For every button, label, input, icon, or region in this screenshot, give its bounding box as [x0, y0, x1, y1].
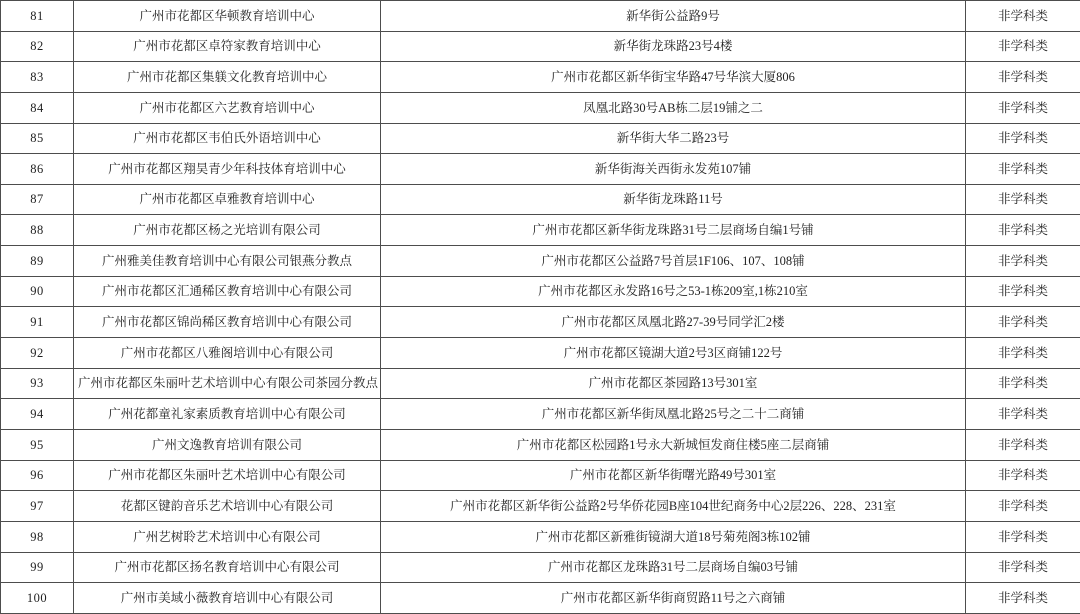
category-label: 非学科类: [966, 338, 1080, 369]
table-row: [1, 521, 1080, 552]
institution-name: 花都区键韵音乐艺术培训中心有限公司: [74, 491, 381, 522]
table-row: [1, 184, 1080, 215]
institution-name: 广州市花都区扬名教育培训中心有限公司: [74, 552, 381, 583]
category-label: 非学科类: [966, 1, 1080, 32]
institution-name: 广州市花都区卓雅教育培训中心: [74, 184, 381, 215]
institution-address: 广州市花都区新华街曙光路49号301室: [381, 460, 966, 491]
row-number: 95: [1, 429, 74, 460]
institution-name: 广州市美域小薇教育培训中心有限公司: [74, 583, 381, 614]
institution-name: 广州市花都区杨之光培训有限公司: [74, 215, 381, 246]
institution-name: 广州市花都区翔昊青少年科技体育培训中心: [74, 154, 381, 185]
table-row: [1, 552, 1080, 583]
institution-address: 广州市花都区龙珠路31号二层商场自编03号铺: [381, 552, 966, 583]
institution-name: 广州市花都区锦尚稀区教育培训中心有限公司: [74, 307, 381, 338]
category-label: 非学科类: [966, 429, 1080, 460]
table-row: [1, 399, 1080, 430]
institution-name: 广州市花都区八雅阁培训中心有限公司: [74, 338, 381, 369]
institution-name: 广州艺树聆艺术培训中心有限公司: [74, 521, 381, 552]
table-row: [1, 62, 1080, 93]
institution-address: 广州市花都区凤凰北路27-39号同学汇2楼: [381, 307, 966, 338]
category-label: 非学科类: [966, 583, 1080, 614]
row-number: 91: [1, 307, 74, 338]
row-number: 99: [1, 552, 74, 583]
table-row: [1, 429, 1080, 460]
institution-address: 广州市花都区茶园路13号301室: [381, 368, 966, 399]
table-row: [1, 92, 1080, 123]
institution-name: 广州雅美佳教育培训中心有限公司银燕分教点: [74, 246, 381, 277]
category-label: 非学科类: [966, 31, 1080, 62]
table-row: [1, 276, 1080, 307]
row-number: 92: [1, 338, 74, 369]
table-row: [1, 154, 1080, 185]
table-body: [1, 1, 1080, 614]
institution-name: 广州花都童礼家素质教育培训中心有限公司: [74, 399, 381, 430]
institution-name: 广州市花都区卓符家教育培训中心: [74, 31, 381, 62]
table-row: [1, 215, 1080, 246]
institution-address: 新华街海关西街永发苑107铺: [381, 154, 966, 185]
row-number: 96: [1, 460, 74, 491]
table-row: [1, 460, 1080, 491]
institution-name: 广州市花都区朱丽叶艺术培训中心有限公司: [74, 460, 381, 491]
institution-address: 广州市花都区新华街商贸路11号之六商铺: [381, 583, 966, 614]
table-row: [1, 246, 1080, 277]
institution-name: 广州市花都区朱丽叶艺术培训中心有限公司茶园分教点: [74, 368, 381, 399]
table-row: [1, 583, 1080, 614]
institution-name: 广州文逸教育培训有限公司: [74, 429, 381, 460]
category-label: 非学科类: [966, 399, 1080, 430]
row-number: 88: [1, 215, 74, 246]
row-number: 81: [1, 1, 74, 32]
institution-address: 广州市花都区镜湖大道2号3区商铺122号: [381, 338, 966, 369]
institution-address: 广州市花都区永发路16号之53-1栋209室,1栋210室: [381, 276, 966, 307]
institution-address: 新华街大华二路23号: [381, 123, 966, 154]
category-label: 非学科类: [966, 521, 1080, 552]
institution-address: 新华街龙珠路23号4楼: [381, 31, 966, 62]
row-number: 100: [1, 583, 74, 614]
institution-address: 广州市花都区新华街宝华路47号华滨大厦806: [381, 62, 966, 93]
row-number: 93: [1, 368, 74, 399]
category-label: 非学科类: [966, 62, 1080, 93]
institution-address: 广州市花都区新华街凤凰北路25号之二十二商铺: [381, 399, 966, 430]
institution-address: 凤凰北路30号AB栋二层19铺之二: [381, 92, 966, 123]
institution-address: 广州市花都区新雅街镜湖大道18号菊苑阁3栋102铺: [381, 521, 966, 552]
category-label: 非学科类: [966, 123, 1080, 154]
row-number: 97: [1, 491, 74, 522]
table-row: [1, 307, 1080, 338]
category-label: 非学科类: [966, 307, 1080, 338]
category-label: 非学科类: [966, 276, 1080, 307]
category-label: 非学科类: [966, 154, 1080, 185]
category-label: 非学科类: [966, 92, 1080, 123]
institution-address: 广州市花都区公益路7号首层1F106、107、108铺: [381, 246, 966, 277]
institution-address: 新华街龙珠路11号: [381, 184, 966, 215]
row-number: 87: [1, 184, 74, 215]
category-label: 非学科类: [966, 460, 1080, 491]
row-number: 85: [1, 123, 74, 154]
row-number: 83: [1, 62, 74, 93]
table-row: [1, 338, 1080, 369]
table-row: [1, 368, 1080, 399]
institution-name: 广州市花都区六艺教育培训中心: [74, 92, 381, 123]
institution-address: 广州市花都区新华街龙珠路31号二层商场自编1号铺: [381, 215, 966, 246]
table-row: [1, 31, 1080, 62]
category-label: 非学科类: [966, 184, 1080, 215]
institution-address: 广州市花都区新华街公益路2号华侨花园B座104世纪商务中心2层226、228、231室: [381, 491, 966, 522]
institution-name: 广州市花都区华顿教育培训中心: [74, 1, 381, 32]
category-label: 非学科类: [966, 552, 1080, 583]
table-row: [1, 1, 1080, 32]
table-row: [1, 123, 1080, 154]
row-number: 82: [1, 31, 74, 62]
row-number: 84: [1, 92, 74, 123]
row-number: 98: [1, 521, 74, 552]
category-label: 非学科类: [966, 215, 1080, 246]
table-row: [1, 491, 1080, 522]
row-number: 89: [1, 246, 74, 277]
institution-address: 广州市花都区松园路1号永大新城恒发商住楼5座二层商铺: [381, 429, 966, 460]
institution-name: 广州市花都区汇通稀区教育培训中心有限公司: [74, 276, 381, 307]
category-label: 非学科类: [966, 368, 1080, 399]
institution-address: 新华街公益路9号: [381, 1, 966, 32]
row-number: 90: [1, 276, 74, 307]
category-label: 非学科类: [966, 246, 1080, 277]
row-number: 86: [1, 154, 74, 185]
category-label: 非学科类: [966, 491, 1080, 522]
institution-name: 广州市花都区韦伯氏外语培训中心: [74, 123, 381, 154]
institution-name: 广州市花都区集躾文化教育培训中心: [74, 62, 381, 93]
row-number: 94: [1, 399, 74, 430]
